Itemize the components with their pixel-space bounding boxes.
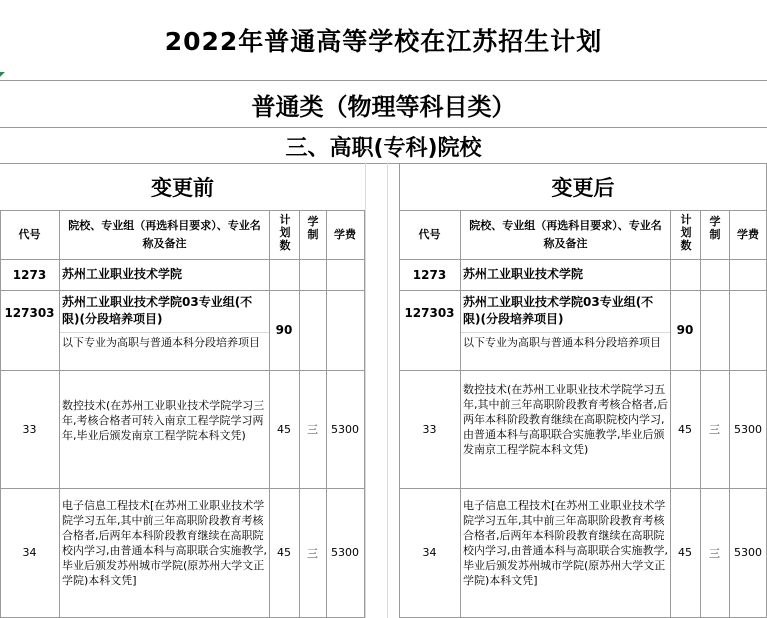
header-plan: 计划数 [680, 213, 692, 252]
major-plan: 45 [277, 422, 291, 436]
major-years: 三 [307, 423, 318, 436]
cell-corner-marker [0, 72, 5, 77]
major-plan: 45 [277, 546, 291, 559]
major-name: 电子信息工程技术[在苏州工业职业技术学院学习五年,其中前三年高职阶段教育考核合格者,后两年本科阶段教育继续在高职院校内学习,由普通本科与高职联合实施教学,毕业后颁发苏州城市学院(原苏州大学文正学院)本科文凭] [62, 499, 267, 587]
header-code: 代号 [18, 227, 41, 241]
header-plan: 计划数 [279, 213, 291, 252]
school-code: 1273 [12, 267, 47, 282]
major-code: 34 [422, 546, 437, 559]
header-school: 院校、专业组（再选科目要求）、专业名称及备注 [469, 218, 662, 250]
group-note: 以下专业为高职与普通本科分段培养项目 [62, 336, 260, 349]
school-name: 苏州工业职业技术学院 [62, 267, 183, 281]
group-note: 以下专业为高职与普通本科分段培养项目 [463, 336, 661, 349]
major-fee: 5300 [734, 422, 762, 436]
major-years: 三 [307, 546, 318, 560]
major-name: 数控技术(在苏州工业职业技术学院学习五年,其中前三年高职阶段教育考核合格者,后两年本科阶段教育继续在高职院校内学习,由普通本科与高职联合实施教学,毕业后颁发南京工程学院本科文凭) [463, 383, 668, 456]
group-name: 苏州工业职业技术学院03专业组(不限)(分段培养项目) [463, 295, 654, 326]
group-code: 127303 [4, 306, 55, 320]
group-plan: 90 [676, 323, 694, 337]
header-years: 学制 [307, 215, 319, 241]
header-code: 代号 [418, 227, 441, 241]
school-code: 1273 [412, 267, 447, 282]
major-plan: 45 [678, 422, 692, 436]
major-years: 三 [709, 423, 720, 436]
major-fee: 5300 [331, 422, 359, 436]
group-name: 苏州工业职业技术学院03专业组(不限)(分段培养项目) [62, 295, 253, 326]
major-plan: 45 [678, 546, 692, 559]
school-name: 苏州工业职业技术学院 [463, 267, 584, 281]
section-heading: 三、高职(专科)院校 [285, 135, 482, 161]
major-code: 33 [422, 422, 437, 436]
major-years: 三 [709, 546, 720, 560]
header-school: 院校、专业组（再选科目要求）、专业名称及备注 [68, 218, 261, 250]
major-name: 数控技术(在苏州工业职业技术学院学习三年,考核合格者可转入南京工程学院学习两年,毕业后颁发南京工程学院本科文凭) [62, 399, 265, 442]
header-years: 学制 [709, 215, 721, 241]
major-name: 电子信息工程技术[在苏州工业职业技术学院学习五年,其中前三年高职阶段教育考核合格者,后两年本科阶段教育继续在高职院校内学习,由普通本科与高职联合实施教学,毕业后颁发苏州城市学院(原苏州大学文正学院)本科文凭] [463, 499, 668, 587]
panel-after-title: 变更后 [551, 175, 615, 200]
major-code: 34 [22, 546, 37, 559]
page-title: 2022年普通高等学校在江苏招生计划 [164, 27, 603, 56]
category-heading: 普通类（物理等科目类） [251, 92, 516, 121]
major-fee: 5300 [734, 546, 762, 559]
group-code: 127303 [404, 306, 455, 320]
group-plan: 90 [275, 323, 293, 337]
header-fee: 学费 [334, 227, 356, 241]
major-code: 33 [22, 422, 37, 436]
header-fee: 学费 [737, 227, 759, 241]
major-fee: 5300 [331, 546, 359, 559]
panel-before-title: 变更前 [151, 175, 214, 200]
